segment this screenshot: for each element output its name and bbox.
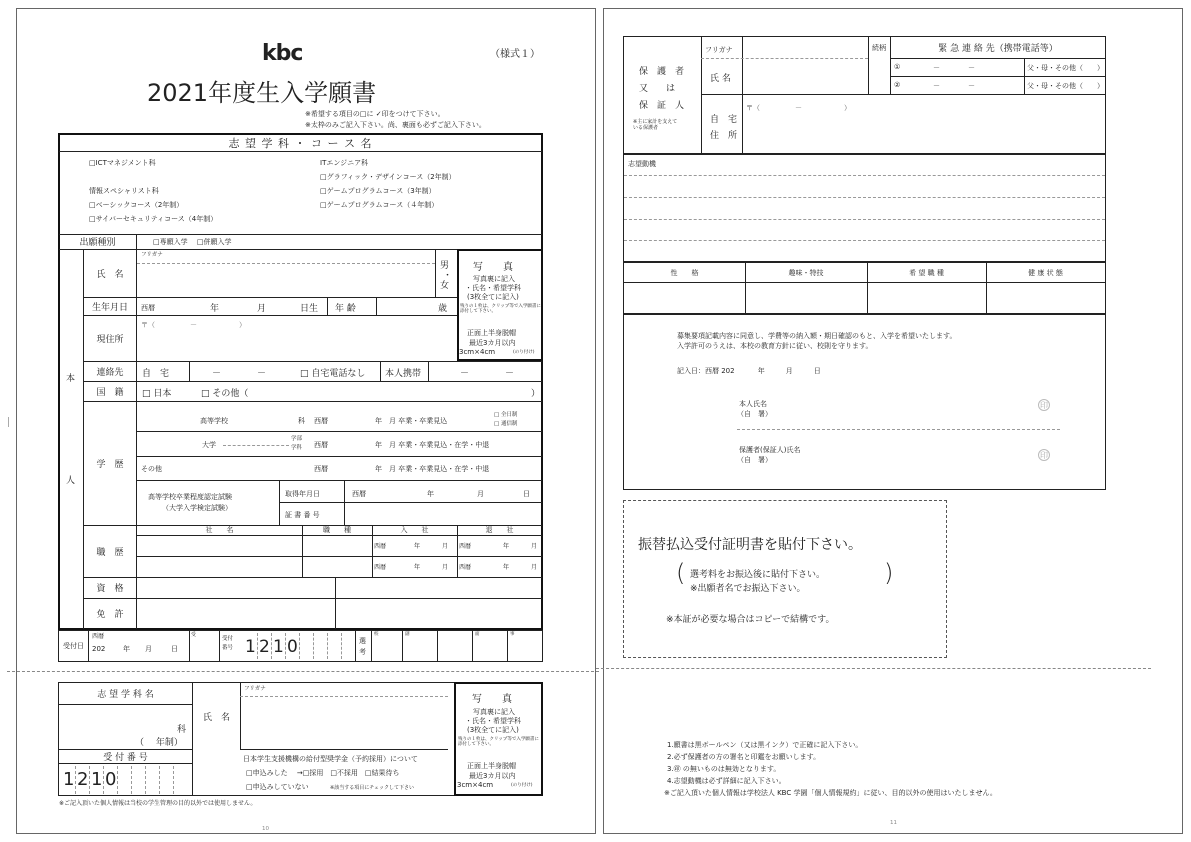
header-job: 希 望 職 種 [867, 263, 986, 283]
edu-seireki-2: 西暦 [314, 441, 328, 449]
reception-sen: 選 [359, 637, 366, 645]
nation-label: 国 籍 [84, 381, 137, 401]
slip-photo-note-2: ・氏名・希望学科 [465, 717, 521, 725]
app-type-options[interactable]: □専願入学 □併願入学 [153, 238, 232, 246]
slip-scholar-opts1[interactable]: □申込みした →□採用 □不採用 □結果待ち [246, 769, 400, 777]
side-label-nin: 人 [66, 476, 76, 486]
slip-years: （ 年制） [135, 738, 183, 748]
slip-photo-note-4: 正面上半身脱帽 [467, 762, 516, 770]
job-header-type: 職 種 [302, 525, 372, 536]
contact-label: 連絡先 [84, 361, 137, 381]
edu-acq-month: 月 [477, 490, 484, 498]
consent-2: 入学許可のうえは、本校の教育方針に従い、校則を守ります。 [677, 342, 873, 350]
birth-seireki: 西暦 [141, 304, 155, 312]
edu-seireki-3: 西暦 [314, 465, 328, 473]
emergency-2-relation[interactable]: 父・母・その他（ ） [1027, 82, 1104, 90]
edu-seireki-1: 西暦 [314, 417, 328, 425]
job-leave-seireki-2: 西暦 [459, 564, 472, 571]
slip-name-label: 氏 名 [202, 712, 230, 723]
home-label-1: 自 宅 [710, 115, 738, 125]
reception-mark-4: 面 [475, 632, 480, 637]
right-page-number: 11 [890, 820, 897, 826]
slip-scholar-note: ※該当する項目にチェックして下さい [330, 785, 415, 791]
header-health: 健 康 状 態 [986, 263, 1105, 283]
edu-high: 高等学校 [200, 417, 228, 425]
emergency-2-number[interactable]: － － [933, 82, 975, 90]
right-page [603, 8, 1183, 834]
slip-ka: 科 [177, 725, 187, 735]
edu-acq-year: 年 [427, 490, 434, 498]
reception-no-4: 0 [287, 637, 298, 657]
photo-glue: (のり付け) [513, 350, 535, 355]
left-page [16, 8, 596, 834]
reception-no-label-1: 受付 [222, 636, 234, 642]
guardian-name-label: 氏 名 [710, 74, 731, 84]
gender-male[interactable]: 男 [440, 261, 450, 271]
birth-year: 年 [210, 304, 220, 314]
job-leave-seireki-1: 西暦 [459, 543, 472, 550]
instruction-1: 1.願書は黒ボールペン（又は黒インク）で正確に記入下さい。 [667, 741, 863, 749]
edu-correspondence[interactable]: □ 通信制 [494, 421, 518, 427]
course-ict[interactable]: □ICTマネジメント科 [89, 159, 156, 167]
header-hobby: 趣味・特技 [745, 263, 867, 283]
reception-year: 202 [92, 645, 106, 653]
entry-date: 記入日：西暦 202 年 月 日 [677, 367, 821, 375]
slip-photo-title: 写 真 [472, 694, 512, 705]
photo-note-4: 正面上半身脱帽 [467, 329, 516, 337]
slip-photo-note-5: 最近3カ月以内 [469, 772, 516, 780]
address-label: 現住所 [84, 315, 137, 361]
edu-acq-seireki: 西暦 [352, 490, 366, 498]
edu-fulltime[interactable]: □ 全日制 [494, 412, 518, 418]
edu-graduate-1: 年 月 卒業・卒業見込 [375, 417, 448, 425]
edu-faculty: 学部 [291, 436, 303, 442]
slip-no-label: 受 付 番 号 [59, 750, 192, 764]
job-leave-year-2: 年 [503, 564, 510, 571]
reception-no-label-2: 番号 [222, 645, 234, 651]
name-label: 氏 名 [84, 249, 137, 297]
photo-small: 残りの１枚は、クリップ等で入学願書に添付して下さい。 [460, 304, 541, 315]
slip-dept-label: 志 望 学 科 名 [59, 683, 192, 705]
job-leave-month-2: 月 [531, 564, 538, 571]
edu-graduate-3: 年 月 卒業・卒業見込・在学・中退 [375, 465, 490, 473]
home-label-2: 住 所 [710, 131, 738, 141]
consent-1: 募集要項記載内容に同意し、学費等の納入額・期日確認のもと、入学を希望いたします。 [677, 332, 957, 340]
edu-acq-day: 日 [523, 490, 530, 498]
course-it: ITエンジニア科 [320, 159, 369, 167]
photo-note-2: ・氏名・希望学科 [465, 284, 521, 292]
age-label: 年 齢 [335, 304, 356, 314]
job-join-seireki-2: 西暦 [374, 564, 387, 571]
job-header-leave: 退 社 [457, 525, 542, 536]
slip-privacy: ※ご記入頂いた個人情報は当校の学生管理の目的以外では使用しません。 [59, 800, 257, 807]
nation-japan[interactable]: □ 日本 [142, 389, 172, 399]
slip-no-1: 1 [63, 769, 75, 790]
reception-getsu: 月 [145, 645, 152, 653]
reception-no-2: 2 [259, 637, 270, 657]
reception-mark-5: 事 [510, 632, 515, 637]
age-unit: 歳 [438, 304, 448, 314]
slip-scholar-opts2[interactable]: □申込みしていない [246, 783, 309, 791]
no-home-phone[interactable]: □ 自宅電話なし [300, 369, 366, 379]
birth-month: 月 [257, 304, 267, 314]
reception-nichi: 日 [171, 645, 178, 653]
emergency-1-number[interactable]: － － [933, 64, 975, 72]
signer-label-2: （自 署） [737, 410, 772, 418]
birth-day: 日生 [300, 304, 319, 314]
photo-note-1: 写真裏に記入 [473, 275, 515, 283]
course-spec: 情報スペシャリスト科 [89, 187, 159, 195]
mobile-label: 本人携帯 [385, 369, 422, 379]
transfer-paren-open: ( [676, 559, 686, 587]
course-cyber[interactable]: □サイバーセキュリティコース（4年制） [89, 215, 218, 223]
job-join-year-2: 年 [414, 564, 421, 571]
emergency-1-relation[interactable]: 父・母・その他（ ） [1027, 64, 1104, 72]
slip-no-2: 2 [77, 769, 89, 790]
header-personality: 性 格 [624, 263, 745, 283]
slip-photo-note-6: 3cm×4cm [457, 781, 494, 789]
slip-no-3: 1 [91, 769, 103, 790]
job-header-join: 入 社 [372, 525, 457, 536]
edu-univ: 大学 [202, 441, 216, 449]
instruction-2: 2.必ず保護者の方の署名と印鑑をお願いします。 [667, 753, 821, 761]
transfer-copy: ※本証が必要な場合はコピーで結構です。 [666, 615, 835, 625]
slip-furigana: フリガナ [244, 686, 266, 692]
transfer-paren-close: ) [884, 559, 894, 587]
photo-title: 写 真 [473, 262, 513, 273]
job-join-month-1: 月 [442, 543, 449, 550]
guardian-seal-icon: 印 [1040, 451, 1048, 460]
photo-note-6: 3cm×4cm [459, 348, 496, 356]
job-leave-year-1: 年 [503, 543, 510, 550]
gender-dot: ・ [443, 271, 453, 281]
slip-scholar-title: 日本学生支援機構の給付型奨学金（予約採用）について [243, 755, 418, 763]
guardian-signer-label-2: （自 署） [737, 456, 772, 464]
signer-label-1: 本人氏名 [739, 400, 767, 408]
form-number: （様式１） [490, 49, 540, 60]
guardian-signer-label-1: 保護者(保証人)氏名 [739, 446, 801, 454]
nation-close: ） [531, 389, 541, 399]
reception-no-1: 1 [245, 637, 256, 657]
slip-no-4: 0 [105, 769, 117, 790]
job-label: 職 歴 [84, 525, 137, 577]
reception-label: 受付日 [59, 631, 89, 661]
edu-dept: 学科 [291, 445, 303, 451]
instruction-5: ※ご記入頂いた個人情報は学校法人 KBC 学園「個人情報規約」に従い、目的以外の使用はいたしません。 [664, 789, 997, 797]
guardian-note: ※主に家計を支えている保護者 [633, 119, 678, 131]
birth-label: 生年月日 [84, 297, 137, 315]
contact-home-number[interactable]: － － [212, 369, 267, 379]
reception-mark-1: 校 [374, 632, 379, 637]
license-label-2: 免 許 [84, 598, 137, 629]
contact-home: 自 宅 [142, 369, 170, 379]
course-basic[interactable]: □ベーシックコース（2年制） [89, 201, 184, 209]
instruction-3: 3.㊞ の無いものは無効となります。 [667, 765, 781, 773]
course-header: 志 望 学 科 ・ コ ー ス 名 [59, 134, 542, 152]
job-leave-month-1: 月 [531, 543, 538, 550]
job-join-month-2: 月 [442, 564, 449, 571]
reception-no-3: 1 [273, 637, 284, 657]
mobile-number[interactable]: － － [460, 369, 515, 379]
guardian-furigana: フリガナ [705, 46, 733, 54]
photo-note-3: (3枚全てに記入) [467, 293, 519, 301]
guardian-label-2: 又 は [639, 84, 676, 94]
edu-kentei-1: 高等学校卒業程度認定試験 [148, 493, 232, 501]
guardian-label-3: 保 証 人 [639, 101, 685, 111]
emergency-2-no: ② [894, 81, 901, 89]
emergency-label: 緊 急 連 絡 先（携帯電話等） [938, 44, 1058, 54]
slip-photo-small: 残りの１枚は、クリップ等で入学願書に添付して下さい。 [458, 737, 539, 748]
reception-mark-2: 副 [405, 632, 410, 637]
edu-kentei-2: （大学入学検定試験） [162, 504, 232, 512]
reception-seireki: 西暦 [92, 633, 105, 640]
job-header-company: 社 名 [137, 525, 302, 536]
slip-photo-note-1: 写真裏に記入 [473, 708, 515, 716]
edu-cert-no: 証 書 番 号 [285, 511, 320, 519]
emergency-1-no: ① [894, 63, 901, 71]
edu-graduate-2: 年 月 卒業・卒業見込・在学・中退 [375, 441, 490, 449]
job-join-seireki-1: 西暦 [374, 543, 387, 550]
form-title: 2021年度生入学願書 [147, 79, 377, 107]
reception-kou: 考 [359, 648, 366, 656]
motive-label: 志望動機 [628, 160, 656, 168]
home-zip[interactable]: 〒（ － ） [746, 104, 851, 112]
license-label-1: 資 格 [84, 577, 137, 598]
edu-label: 学 歴 [84, 401, 137, 525]
photo-note-5: 最近3カ月以内 [469, 339, 516, 347]
instruction-4: 4.志望動機は必ず詳細に記入下さい。 [667, 777, 786, 785]
course-game3[interactable]: □ゲームプログラムコース（3年制） [320, 187, 436, 195]
signer-seal-icon: 印 [1040, 401, 1048, 410]
transfer-title: 振替払込受付証明書を貼付下さい。 [638, 537, 862, 553]
nation-other[interactable]: □ その他（ [201, 389, 249, 399]
slip-photo-glue: (のり付け) [511, 783, 533, 788]
guardian-label-1: 保 護 者 [639, 67, 685, 77]
edu-ka: 科 [298, 417, 305, 425]
transfer-note-2: ※出願者名でお振込下さい。 [690, 584, 806, 594]
gender-female[interactable]: 女 [440, 281, 450, 291]
job-join-year-1: 年 [414, 543, 421, 550]
course-game4[interactable]: □ゲームプログラムコース（４年制） [320, 201, 439, 209]
kbc-logo: kbc [262, 41, 303, 66]
app-type-label: 出願種別 [59, 234, 137, 249]
address-zip[interactable]: 〒（ － ） [141, 321, 246, 329]
name-furigana: フリガナ [141, 252, 163, 258]
transfer-note-1: 選考料をお振込後に貼付下さい。 [690, 570, 826, 580]
edu-acq-date: 取得年月日 [285, 490, 320, 498]
slip-photo-note-3: (3枚全てに記入) [467, 726, 519, 734]
left-page-number: 10 [262, 826, 269, 832]
edu-other: その他 [141, 465, 162, 473]
course-graphic[interactable]: □グラフィック・デザインコース（2年制） [320, 173, 456, 181]
note-line-2: ※太枠のみご記入下さい。尚、裏面も必ずご記入下さい。 [305, 121, 486, 129]
relation-label: 続柄 [872, 43, 886, 52]
reception-doc: 受 [191, 632, 197, 638]
note-line-1: ※希望する項目の□に ✓印をつけて下さい。 [305, 110, 445, 118]
reception-nen: 年 [123, 645, 130, 653]
side-label-hon: 本 [66, 374, 76, 384]
